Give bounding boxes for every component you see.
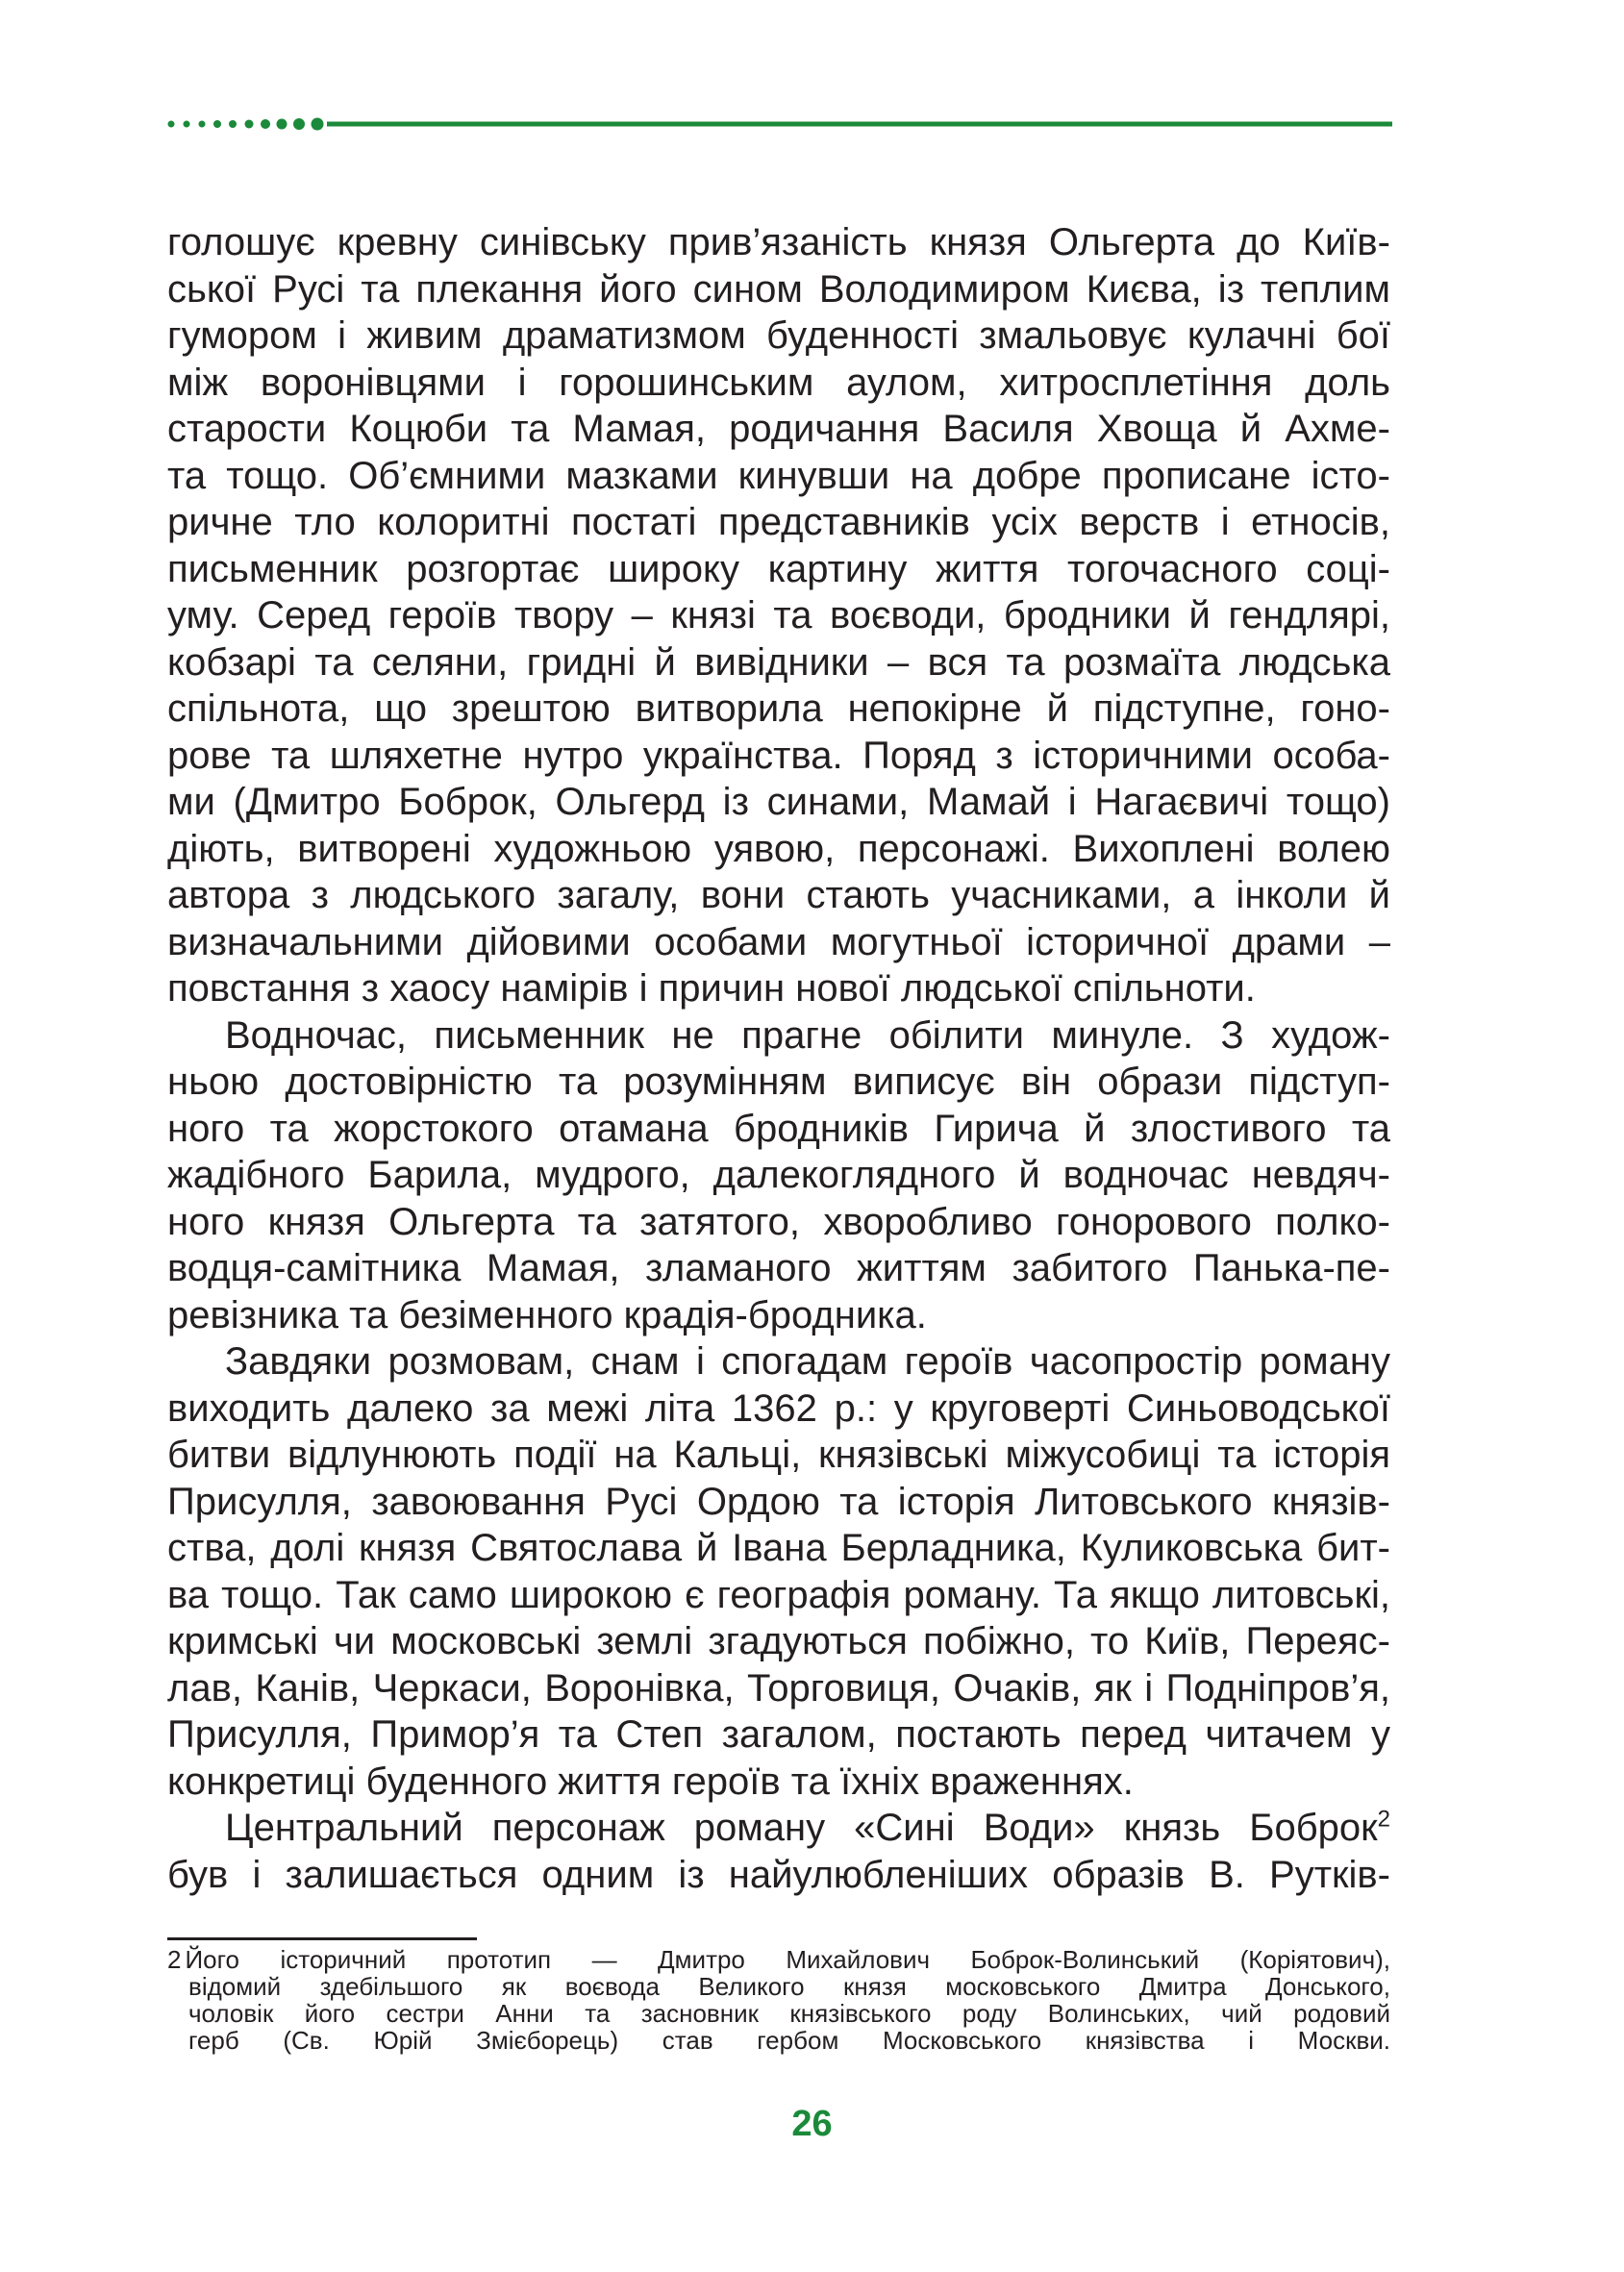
text-line: та тощо. Об’ємними мазками кинувши на добре прописане істо-: [167, 454, 1390, 497]
text-line: повстання з хаосу намірів і причин нової людської спільноти.: [167, 967, 1256, 1010]
text-line-content: Центральний персонаж роману «Сині Води» князь Боброк: [225, 1807, 1378, 1849]
text-line: уму. Серед героїв твору – князі та воєводи, бродники й гендлярі,: [167, 594, 1390, 637]
text-line: голошує кревну синівську прив’язаність князя Ольгерта до Київ-: [167, 221, 1390, 263]
text-line: ричне тло колоритні постаті представників усіх верств і етносів,: [167, 501, 1390, 543]
footnote-reference[interactable]: 2: [1377, 1806, 1390, 1833]
text-line: ської Русі та плекання його сином Володимиром Києва, із теплим: [167, 267, 1390, 311]
text-line: ного князя Ольгерта та затятого, хворобливо гонорового полко-: [167, 1200, 1390, 1243]
footnote-number: 2: [167, 1945, 182, 1974]
text-line: Завдяки розмовам, снам і спогадам героїв часопростір роману: [225, 1340, 1390, 1383]
text-line: між воронівцями і горошинським аулом, хитросплетіння доль: [167, 361, 1390, 404]
text-line: ва тощо. Так само широкою є географія роману. Та якщо литовські,: [167, 1573, 1390, 1616]
footnote-line: [167, 1946, 1390, 1973]
text-line: був і залишається одним із найулюбленіших образів В. Рутків-: [167, 1853, 1390, 1896]
footnote-line: відомий здебільшого як воєвода Великого князя московського Дмитра Донського,: [188, 1972, 1390, 2001]
text-line: Водночас, письменник не прагне обілити минуле. З худож-: [225, 1013, 1390, 1057]
text-line: Присулля, завоювання Русі Ордою та історія Литовського князів-: [167, 1480, 1390, 1523]
text-line: ревізника та безіменного крадія-бродника.: [167, 1293, 927, 1336]
text-line: визначальними дійовими особами могутньої історичної драми –: [167, 920, 1390, 963]
text-line: спільнота, що зрештою витворила непокірне й підступне, гоно-: [167, 687, 1390, 730]
footnote-line: герб (Св. Юрій Змієборець) став гербом Московського князівства і Москви.: [188, 2026, 1390, 2055]
text-line: ньою достовірністю та розумінням виписує він образи підступ-: [167, 1061, 1390, 1103]
text-line: діють, витворені художньою уявою, персонажі. Вихоплені волею: [167, 827, 1390, 870]
text-line: старости Коцюби та Мамая, родичання Василя Хвоща й Ахме-: [167, 408, 1390, 450]
footnote-text: Його історичний прототип — Дмитро Михайлович Боброк-Волинський (Коріятович),: [185, 1945, 1390, 1974]
text-line: жадібного Барила, мудрого, далекоглядного й водночас невдяч-: [167, 1154, 1390, 1196]
text-line: рове та шляхетне нутро українства. Поряд з історичними особа-: [167, 734, 1390, 777]
text-line: конкретиці буденного життя героїв та їхніх враженнях.: [167, 1760, 1134, 1803]
text-line: ного та жорстокого отамана бродників Гирича й злостивого та: [167, 1107, 1390, 1150]
text-line: кобзарі та селяни, гридні й вивідники – вся та розмаїта людська: [167, 640, 1390, 684]
text-line: ми (Дмитро Боброк, Ольгерд із синами, Мамай і Нагаєвичі тощо): [167, 781, 1390, 823]
text-line: письменник розгортає широку картину життя тогочасного соці-: [167, 547, 1390, 590]
text-line: кримські чи московські землі згадуються побіжно, то Київ, Переяс-: [167, 1620, 1390, 1662]
page-number: 26: [791, 2104, 833, 2144]
text-line: битви відлунюють події на Кальці, князівські міжусобиці та історія: [167, 1434, 1390, 1476]
text-line: лав, Канів, Черкаси, Воронівка, Торговиця, Очаків, як і Подніпров’я,: [167, 1666, 1390, 1710]
footnote-line: чоловік його сестри Анни та засновник князівського роду Волинських, чий родовий: [188, 1999, 1390, 2028]
text-line: гумором і живим драматизмом буденності змальовує кулачні бої: [167, 314, 1390, 357]
text-line: автора з людського загалу, вони стають учасниками, а інколи й: [167, 874, 1390, 916]
main-text: [167, 219, 1390, 1898]
text-line: ства, долі князя Святослава й Івана Берладника, Куликовська бит-: [167, 1527, 1390, 1569]
footnote: [167, 1946, 1390, 2054]
header-rule: [165, 112, 1392, 136]
text-line: водця-самітника Мамая, зламаного життям забитого Панька-пе-: [167, 1247, 1390, 1289]
text-line: [167, 1805, 1390, 1852]
text-line: виходить далеко за межі літа 1362 р.: у круговерті Синьоводської: [167, 1386, 1390, 1430]
text-line: Присулля, Примор’я та Степ загалом, постають перед читачем у: [167, 1713, 1390, 1756]
footnote-separator: [167, 1937, 477, 1940]
